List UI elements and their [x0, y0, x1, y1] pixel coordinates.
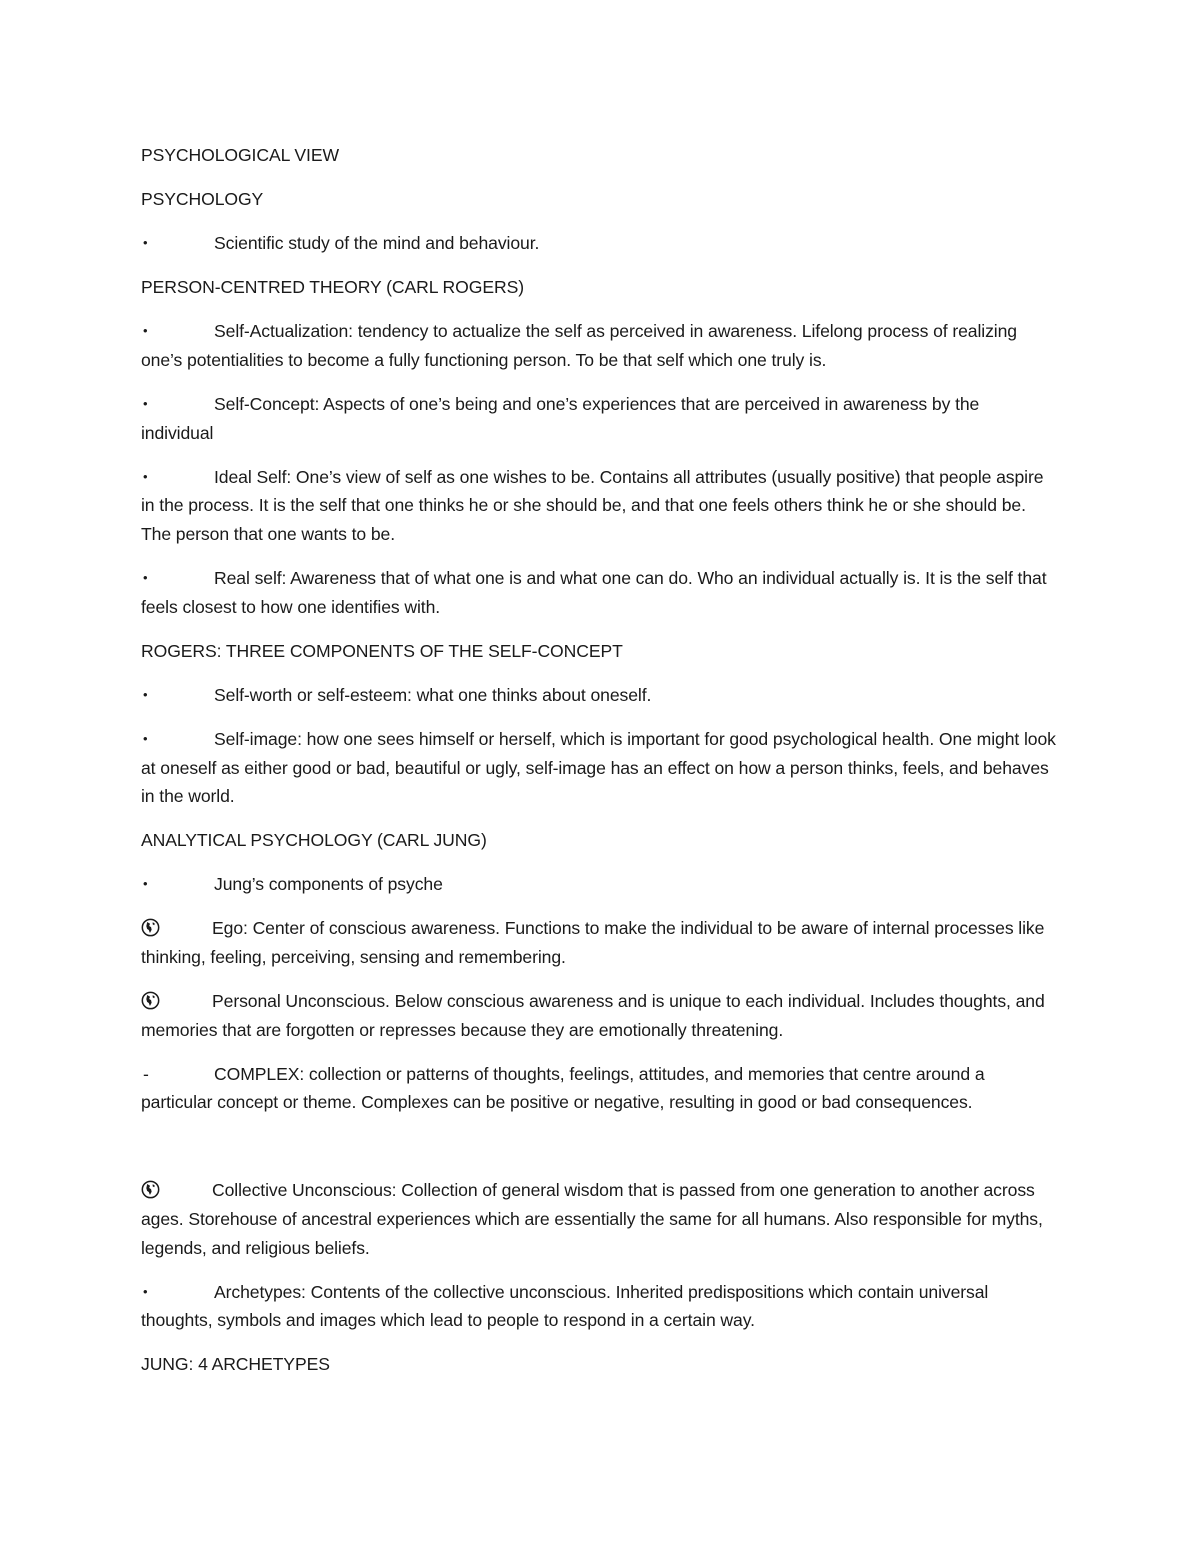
list-item: [141, 390, 1056, 447]
list-item: [141, 1278, 1056, 1335]
section-heading: [141, 826, 1056, 855]
item-text: Collective Unconscious: Collection of general wisdom that is passed from one generation to another across ages. Storehouse of ancestral experiences which are essentially the same for all humans. Also responsible for myths, legends, and religious beliefs.: [141, 1180, 1043, 1258]
bullet-marker: •: [143, 235, 148, 251]
list-item: [141, 317, 1056, 374]
list-item: [141, 229, 1056, 258]
bullet-marker: •: [143, 686, 148, 702]
list-item: [141, 1060, 1056, 1117]
section-heading: [141, 1350, 1056, 1379]
list-item: [141, 914, 1056, 971]
globe-icon: [141, 914, 212, 943]
heading-text: ANALYTICAL PSYCHOLOGY (CARL JUNG): [141, 830, 487, 851]
bullet-marker: •: [143, 570, 148, 586]
list-item: [141, 1176, 1056, 1262]
list-item: [141, 681, 1056, 710]
item-text: Self-image: how one sees himself or herself, which is important for good psychological health. One might look at oneself as either good or bad, beautiful or ugly, self-image has an effect on how a person thinks, feels, and behaves in the world.: [141, 728, 1056, 807]
section-heading: [141, 141, 1056, 170]
dash-marker: -: [143, 1063, 149, 1084]
bullet-marker: •: [143, 323, 148, 339]
bullet-marker: •: [143, 396, 148, 412]
item-text: Ego: Center of conscious awareness. Functions to make the individual to be aware of internal processes like thinking, feeling, perceiving, sensing and remembering.: [141, 918, 1045, 967]
item-text: Archetypes: Contents of the collective unconscious. Inherited predispositions which contain universal thoughts, symbols and images which lead to people to respond in a certain way.: [141, 1281, 989, 1331]
item-text: COMPLEX: collection or patterns of thoughts, feelings, attitudes, and memories that centre around a particular concept or theme. Complexes can be positive or negative, resulting in good or bad consequences.: [141, 1063, 985, 1113]
section-heading: [141, 185, 1056, 214]
list-item: [141, 987, 1056, 1044]
globe-icon: [141, 1176, 212, 1205]
blank-line: [141, 1132, 1056, 1176]
heading-text: ROGERS: THREE COMPONENTS OF THE SELF-CONCEPT: [141, 640, 623, 661]
document-body: [141, 141, 1056, 1395]
bullet-marker: •: [143, 468, 148, 484]
item-text: Self-Concept: Aspects of one’s being and one’s experiences that are perceived in awareness by the individual: [141, 394, 980, 443]
list-item: [141, 725, 1056, 811]
heading-text: PSYCHOLOGICAL VIEW: [141, 145, 339, 165]
heading-text: PERSON-CENTRED THEORY (CARL ROGERS): [141, 277, 524, 298]
heading-text: PSYCHOLOGY: [141, 189, 264, 210]
list-item: [141, 870, 1056, 899]
item-text: Self-worth or self-esteem: what one thinks about oneself.: [214, 684, 652, 705]
globe-icon: [141, 987, 212, 1016]
heading-text: JUNG: 4 ARCHETYPES: [141, 1354, 330, 1375]
item-text: Ideal Self: One’s view of self as one wishes to be. Contains all attributes (usually positive) that people aspire in the process. It is the self that one thinks he or she should be, and that one feels others think he or she should be. The person that one wants to be.: [141, 466, 1044, 544]
list-item: [141, 564, 1056, 621]
list-item: [141, 463, 1056, 549]
bullet-marker: •: [143, 876, 148, 892]
section-heading: [141, 273, 1056, 302]
item-text: Scientific study of the mind and behaviour.: [214, 233, 540, 254]
item-text: Real self: Awareness that of what one is and what one can do. Who an individual actually is. It is the self that feels closest to how one identifies with.: [141, 568, 1047, 617]
section-heading: [141, 637, 1056, 666]
bullet-marker: •: [143, 1283, 148, 1299]
item-text: Personal Unconscious. Below conscious awareness and is unique to each individual. Includes thoughts, and memories that are forgotten or represses because they are emotionally threatening.: [141, 991, 1045, 1040]
bullet-marker: •: [143, 730, 148, 746]
item-text: Jung’s components of psyche: [214, 874, 443, 895]
item-text: Self-Actualization: tendency to actualize the self as perceived in awareness. Lifelong process of realizing one’s potentialities to become a fully functioning person. To be that self which one truly is.: [141, 321, 1017, 370]
